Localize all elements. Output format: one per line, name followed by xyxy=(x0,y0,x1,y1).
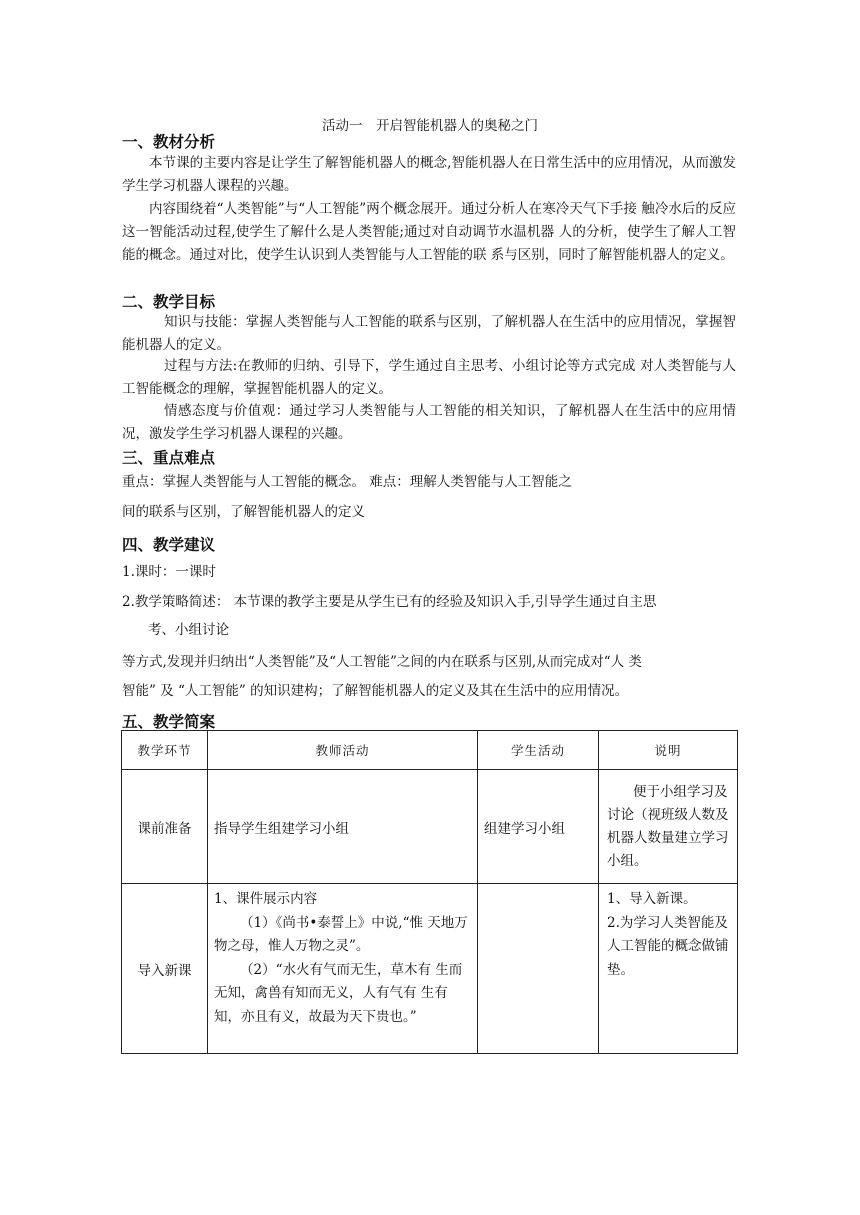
note-line: 2.为学习人类智能及人工智能的概念做铺垫。 xyxy=(607,914,729,978)
textbook-analysis-paragraph-2: 内容围绕着“人类智能”与“人工智能”两个概念展开。通过分析人在寒冷天气下手接 触冷水后的反应这一智能活动过程,使学生了解什么是人类智能;通过对自动调节水温机器 人的分析，使学生了解人工智能的概念。通过对比，使学生认识到人类智能与人工智能的联 系与区别，同时了解智能机器人的定义。 xyxy=(122,201,736,263)
suggestion-strategy-line-1: 2.教学策略简述： 本节课的教学主要是从学生已有的经验及知识入手,引导学生通过自主思 xyxy=(122,594,657,610)
header-notes: 说明 xyxy=(599,731,738,770)
section-heading-teaching-suggestions: 四、教学建议 xyxy=(122,535,216,554)
header-student-activity: 学生活动 xyxy=(478,731,599,770)
row-notes: 便于小组学习及讨论（视班级人数及机器人数量建立学习小组。 xyxy=(599,770,738,884)
teacher-line: （1）《尚书•泰誓上》中说,“惟 天地万物之母，惟人万物之灵”。 xyxy=(214,914,468,954)
header-teacher-activity: 教师活动 xyxy=(208,731,478,770)
goal-attitude-values: 情感态度与价值观：通过学习人类智能与人工智能的相关知识，了解机器人在生活中的应用情况，激发学生学习机器人课程的兴趣。 xyxy=(122,403,736,442)
goal-knowledge-skills: 知识与技能：掌握人类智能与人工智能的联系与区别，了解机器人在生活中的应用情况，掌握智能机器人的定义。 xyxy=(122,314,736,353)
document-title: 活动一 开启智能机器人的奥秘之门 xyxy=(322,118,538,134)
section-heading-key-difficult-points: 三、重点难点 xyxy=(122,448,216,467)
row-stage: 课前准备 xyxy=(122,770,208,884)
key-points-line-2: 间的联系与区别，了解智能机器人的定义 xyxy=(122,504,365,520)
section-heading-teaching-goals: 二、教学目标 xyxy=(122,292,216,311)
header-stage: 教学环节 xyxy=(122,731,208,770)
row-teacher-activity: 指导学生组建学习小组 xyxy=(208,770,478,884)
table-row xyxy=(122,884,738,1054)
row-student-activity xyxy=(478,884,599,1054)
row-teacher-activity xyxy=(208,884,478,1054)
suggestion-strategy-line-3: 等方式,发现并归纳出“人类智能”及“人工智能”之间的内在联系与区别,从而完成对“人 类 xyxy=(122,654,642,670)
section-heading-lesson-plan: 五、教学简案 xyxy=(122,712,216,731)
section-heading-textbook-analysis: 一、教材分析 xyxy=(122,132,216,151)
teacher-line: 1、课件展示内容 xyxy=(214,891,318,907)
lesson-plan-table xyxy=(121,730,738,1054)
row-notes xyxy=(599,884,738,1054)
textbook-analysis-paragraph-1: 本节课的主要内容是让学生了解智能机器人的概念,智能机器人在日常生活中的应用情况，从而激发学生学习机器人课程的兴趣。 xyxy=(122,155,736,194)
row-stage: 导入新课 xyxy=(122,884,208,1054)
note-line: 1、导入新课。 xyxy=(607,891,697,907)
teacher-line: （2）“水火有气而无生，草木有 生而无知，禽兽有知而无义，人有气有 生有知，亦且有义，故最为天下贵也。” xyxy=(214,961,463,1025)
row-student-activity: 组建学习小组 xyxy=(478,770,599,884)
suggestion-strategy-line-4: 智能” 及 “人工智能” 的知识建构；了解智能机器人的定义及其在生活中的应用情况。 xyxy=(122,683,629,699)
table-header-row xyxy=(122,731,738,770)
suggestion-class-hours: 1.课时：一课时 xyxy=(122,564,216,580)
goal-process-methods: 过程与方法:在教师的归纳、引导下，学生通过自主思考、小组讨论等方式完成 对人类智能与人工智能概念的理解，掌握智能机器人的定义。 xyxy=(122,358,736,397)
suggestion-strategy-line-2: 考、小组讨论 xyxy=(148,622,229,638)
table-row xyxy=(122,770,738,884)
key-points-line-1: 重点：掌握人类智能与人工智能的概念。 难点：理解人类智能与人工智能之 xyxy=(122,474,572,490)
